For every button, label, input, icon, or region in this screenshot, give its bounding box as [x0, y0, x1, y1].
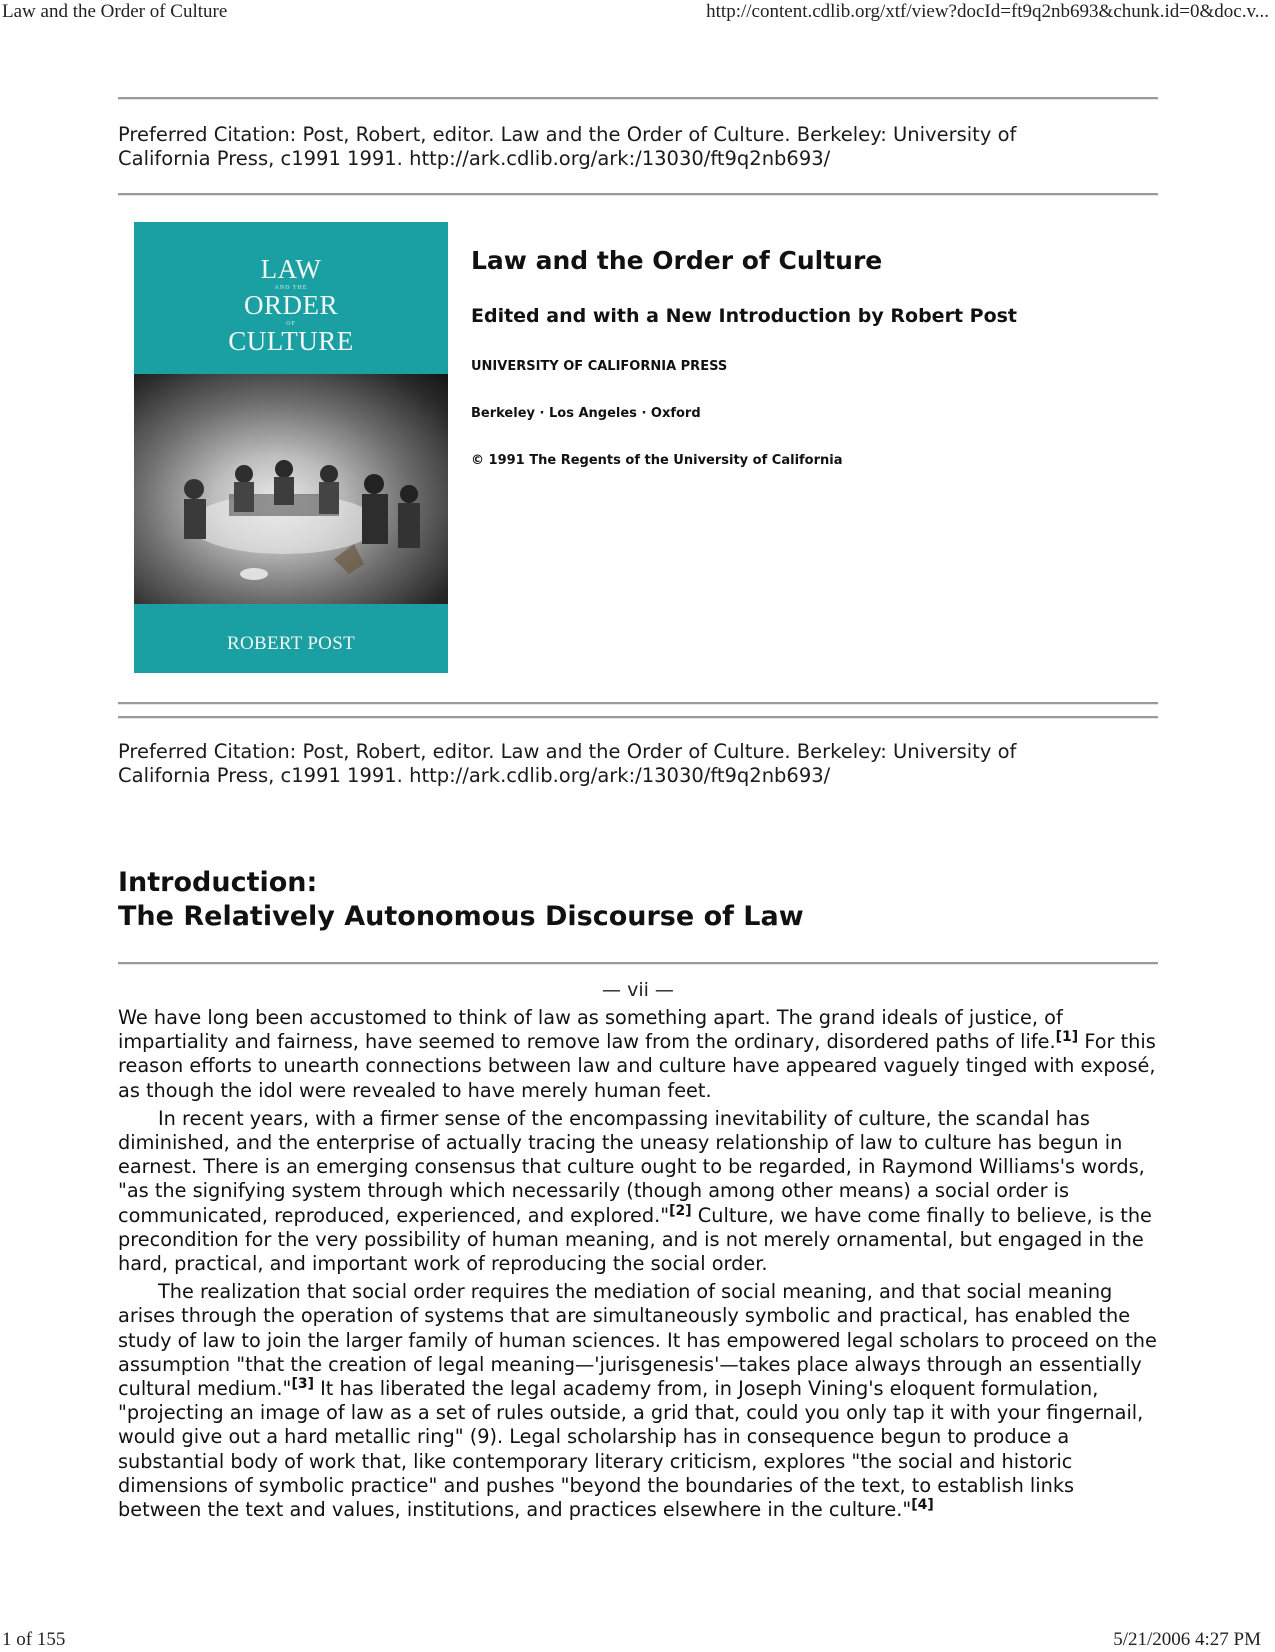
browser-print-header-url: http://content.cdlib.org/xtf/view?docId=ft9q2nb693&chunk.id=0&doc.v... [706, 1, 1269, 22]
paragraph-text: We have long been accustomed to think of law as something apart. The grand ideals of justice, of impartiality and fairness, have seemed to remove law from the ordinary, disordered paths of life. [118, 1006, 1063, 1054]
copyright-notice: © 1991 The Regents of the University of California [471, 453, 843, 468]
cover-title-of: OF [286, 321, 296, 327]
paragraph [118, 1280, 1158, 1522]
preferred-citation-top [118, 123, 1158, 171]
divider [118, 962, 1158, 965]
publisher-places: Berkeley · Los Angeles · Oxford [471, 406, 701, 421]
cover-title-order: ORDER [243, 290, 338, 320]
paragraph [118, 1006, 1158, 1103]
browser-print-footer-timestamp: 5/21/2006 4:27 PM [1113, 1629, 1261, 1650]
chapter-heading-line1: Introduction: [118, 867, 318, 898]
chapter-body-text [118, 1006, 1158, 1526]
book-subtitle: Edited and with a New Introduction by Robert Post [471, 305, 1018, 327]
paragraph-text: Culture, we have come finally to believe, is the precondition for the very possibility of human meaning, and is not merely ornamental, but engaged in the hard, practical, and important work of reproducing the social order. [118, 1203, 1152, 1276]
footnote-link[interactable]: [4] [911, 1497, 934, 1514]
citation-line: Preferred Citation: Post, Robert, editor. Law and the Order of Culture. Berkeley: University of [118, 740, 1017, 763]
paragraph-text: In recent years, with a firmer sense of the encompassing inevitability of culture, the scandal has diminished, and the enterprise of actually tracing the uneasy relationship of law to culture has begun in earnest. There is an emerging consensus that culture ought to be regarded, in Raymond Williams's words, "as the signifying system through which necessarily (though among other means) a social order is communicated, reproduced, experienced, and explored." [118, 1106, 1145, 1227]
cover-title-law: LAW [260, 254, 322, 284]
cover-title-culture: CULTURE [228, 326, 354, 356]
page-number-marker: — vii — [602, 979, 674, 1001]
citation-line: California Press, c1991 1991. http://ark.cdlib.org/ark:/13030/ft9q2nb693/ [118, 764, 831, 787]
paragraph-text: For this reason efforts to unearth connections between law and culture have appeared vaguely tinged with exposé, as though the idol were revealed to have merely human feet. [118, 1030, 1156, 1102]
chapter-heading [118, 866, 804, 934]
publisher-name: UNIVERSITY OF CALIFORNIA PRESS [471, 359, 728, 374]
divider [118, 97, 1158, 100]
citation-line: California Press, c1991 1991. http://ark.cdlib.org/ark:/13030/ft9q2nb693/ [118, 147, 831, 170]
cover-author: ROBERT POST [227, 633, 355, 654]
preferred-citation-bottom [118, 740, 1158, 788]
divider [118, 193, 1158, 196]
paragraph [118, 1107, 1158, 1276]
divider [118, 716, 1158, 719]
paragraph-text: The realization that social order requires the mediation of social meaning, and that social meaning arises through the operation of systems that are simultaneously symbolic and practical, has enabled the study of law to join the larger family of human sciences. It has empowered legal scholars to proceed on the assumption "that the creation of legal meaning—'jurisgenesis'—takes place always through an essentially cultural medium." [118, 1280, 1157, 1401]
footnote-link[interactable]: [3] [291, 1376, 314, 1393]
footnote-link[interactable]: [1] [1055, 1029, 1079, 1046]
browser-print-header-title: Law and the Order of Culture [2, 1, 228, 22]
divider [118, 702, 1158, 705]
citation-line: Preferred Citation: Post, Robert, editor. Law and the Order of Culture. Berkeley: University of [118, 123, 1017, 146]
paragraph-text: It has liberated the legal academy from, in Joseph Vining's eloquent formulation, "projecting an image of law as a set of rules outside, a grid that, could you only tap it with your fingernail, would give out a hard metallic ring" (9). Legal scholarship has in consequence begun to produce a substantial body of work that, like contemporary literary criticism, explores "the social and historic dimensions of symbolic practice" and pushes "beyond the boundaries of the text, to establish links between the text and values, institutions, and practices elsewhere in the culture." [118, 1377, 1144, 1522]
footnote-link[interactable]: [2] [669, 1202, 692, 1219]
browser-print-footer-page-count: 1 of 155 [2, 1629, 66, 1650]
chapter-heading-line2: The Relatively Autonomous Discourse of Law [118, 901, 804, 932]
engraving-figures [134, 374, 448, 604]
book-title: Law and the Order of Culture [471, 246, 883, 275]
cover-title-and-the: AND THE [274, 285, 308, 291]
cover-engraving-illustration [134, 374, 448, 604]
book-cover-image [134, 222, 448, 673]
